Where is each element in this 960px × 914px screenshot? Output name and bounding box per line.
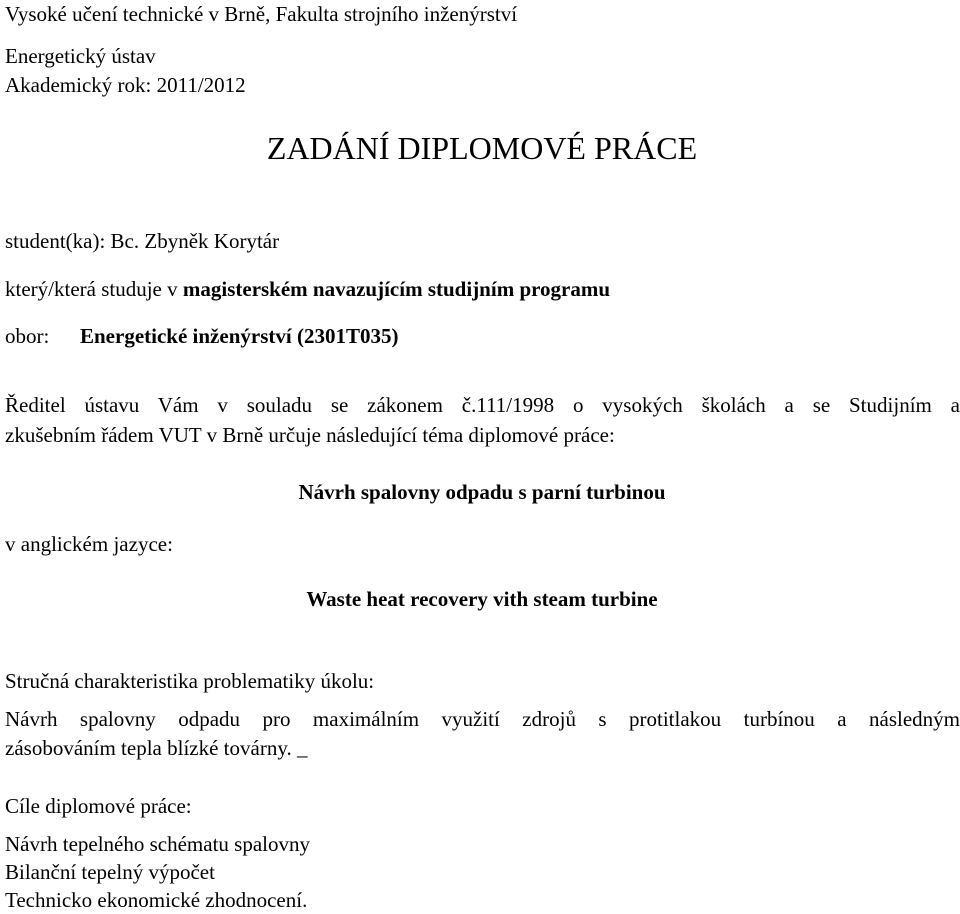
goal-item-1: Návrh tepelného schématu spalovny [5,832,310,856]
student-line: student(ka): Bc. Zbyněk Korytár [5,229,280,253]
characteristics-line-1: Návrh spalovny odpadu pro maximálním využití zdrojů s protitlakou turbínou a následným [5,707,960,731]
characteristics-line-2: zásobováním tepla blízké továrny. _ [5,736,308,760]
program-prefix: který/která studuje v [5,277,183,301]
directive-line-1: Ředitel ústavu Vám v souladu se zákonem č.111/1998 o vysokých školách a se Studijním a [5,393,960,417]
page-title: ZADÁNÍ DIPLOMOVÉ PRÁCE [266,130,698,166]
topic-czech: Návrh spalovny odpadu s parní turbinou [298,480,666,504]
field-label: obor: [5,324,50,348]
goal-item-2: Bilanční tepelný výpočet [5,860,215,884]
program-name: magisterském navazujícím studijním programu [182,277,611,301]
goal-item-3: Technicko ekonomické zhodnocení. [5,888,308,912]
characteristics-heading: Stručná charakteristika problematiky úkolu: [5,669,375,693]
topic-english: Waste heat recovery vith steam turbine [306,587,658,611]
program-line [5,275,610,303]
field-value: Energetické inženýrství (2301T035) [80,324,399,348]
academic-year-line: Akademický rok: 2011/2012 [5,73,246,97]
english-label: v anglickém jazyce: [5,532,173,556]
goals-heading: Cíle diplomové práce: [5,794,192,818]
university-line: Vysoké učení technické v Brně, Fakulta strojního inženýrství [5,2,518,26]
institute-line: Energetický ústav [5,44,156,68]
directive-line-2: zkušebním řádem VUT v Brně určuje následující téma diplomové práce: [5,423,615,447]
